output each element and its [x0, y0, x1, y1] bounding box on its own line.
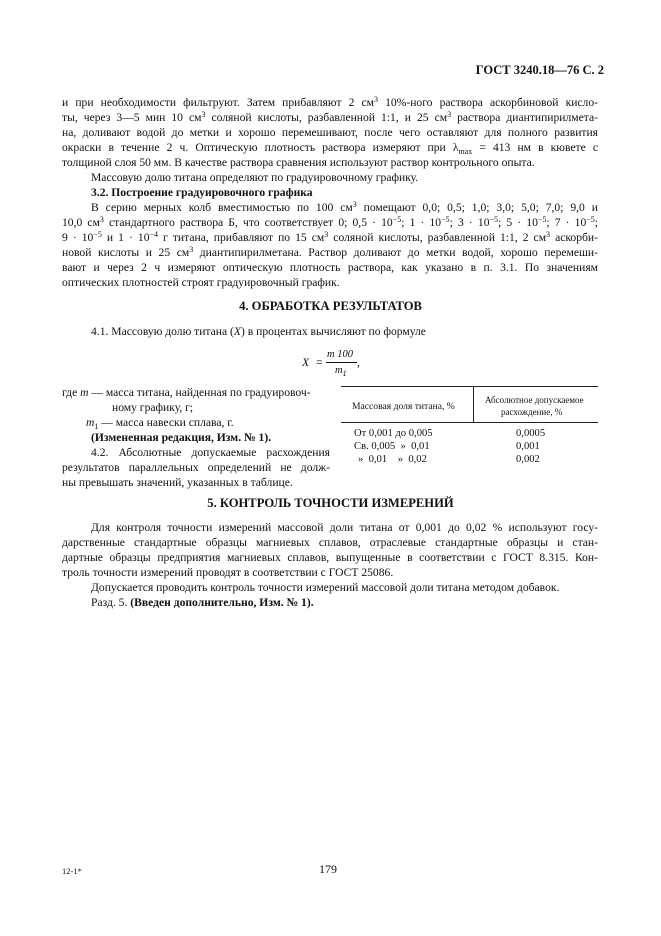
table-row-value: 0,002	[516, 454, 540, 465]
section-5-note	[91, 596, 314, 609]
document-header: ГОСТ 3240.18—76 С. 2	[475, 63, 604, 77]
table-column-divider	[473, 386, 474, 422]
edition-note: (Измененная редакция, Изм. № 1).	[91, 431, 272, 444]
text-line: окраски в течение 2 ч. Оптическую плотность раствора измеряют при $\lambda_{max} = 413$ нм в кювете с	[62, 141, 598, 156]
text-line: вают и через 2 ч измеряют оптическую плотность раствора, как указано в п. 3.1. По значениям	[62, 261, 598, 274]
text-line: $m_1$ — масса навески сплава, г.	[86, 416, 234, 431]
fraction-bar	[326, 362, 357, 363]
table-row-value: 0,0005	[516, 428, 546, 439]
text-line: 4.2. Абсолютные допускаемые расхождения	[91, 446, 330, 459]
formula-tail: ,	[357, 356, 360, 369]
table-row-value: 0,001	[516, 441, 540, 452]
table-header-rule	[341, 422, 598, 423]
text-line: Для контроля точности измерений массовой доли титана от 0,001 до 0,02 % используют госу-	[91, 521, 598, 534]
text-line: ны превышать значений, указанных в таблице.	[62, 476, 293, 489]
text-line: ному графику, г;	[112, 401, 194, 414]
text-line: В серию мерных колб вместимостью по 100 $см^3$ помещают 0,0; 0,5; 1,0; 3,0; 5,0; 7,0; 9,0 и	[91, 200, 598, 214]
page-number: 179	[319, 862, 337, 876]
table-row-range: Св. 0,005 » 0,01	[354, 441, 430, 452]
formula-intro: 4.1. Массовую долю титана (X) в процентах вычисляют по формуле	[91, 325, 426, 338]
footer-signature: 12-1*	[62, 866, 82, 876]
note-bold: (Введен дополнительно, Изм. № 1).	[130, 596, 314, 609]
text-line: и при необходимости фильтруют. Затем прибавляют 2 $см^3$ 10%-ного раствора аскорбиновой кисло-	[62, 95, 598, 109]
table-row-range: » 0,01 » 0,02	[358, 454, 427, 465]
note-prefix: Разд. 5.	[91, 596, 131, 609]
text-line: ты, через 3—5 мин 10 $см^3$ соляной кислоты, разбавленной 1:1, и 25 $см^3$ раствора диантипирилмета-	[62, 110, 598, 124]
table-header-range: Массовая доля титана, %	[352, 401, 455, 412]
formula-numerator: m 100	[327, 349, 353, 360]
text-line: на, доливают водой до метки и хорошо перемешивают, после чего оставляют для полного развития	[62, 126, 598, 139]
table-row-range: От 0,001 до 0,005	[354, 428, 433, 439]
text-line: дарственные стандартные образцы магниевых сплавов, отраслевые стандартные образцы и стан-	[62, 536, 598, 549]
section-3-2-title: 3.2. Построение градуировочного графика	[91, 186, 313, 199]
text-line: где m — масса титана, найденная по градуировоч-	[62, 386, 311, 399]
text-line: Массовую долю титана определяют по градуировочному графику.	[91, 171, 419, 184]
text-line: 10,0 $см^3$ стандартного раствора Б, что соответствует 0; $0,5 \cdot 10^{-5}$; $1 \cdot 10^{-5}$; $3 \cdot 10^{-5}$; $5 \cdot 10^{-5}$; $7 \cdot 10^{-5}$;	[62, 215, 599, 229]
formula-denominator: $m_1$	[335, 365, 347, 378]
text-line: Допускается проводить контроль точности измерений массовой доли титана методом добавок.	[91, 581, 560, 594]
section-5-title: 5. КОНТРОЛЬ ТОЧНОСТИ ИЗМЕРЕНИЙ	[207, 496, 454, 510]
text-line: толщиной слоя 50 мм. В качестве раствора сравнения используют раствор контрольного опыта.	[62, 156, 535, 169]
formula-equals: =	[316, 356, 323, 369]
text-line: новой кислоты и 25 $см^3$ диантипирилметана. Раствор доливают до метки водой, хорошо перемеши-	[62, 245, 598, 259]
text-line: оптических плотностей строят градуировочный график.	[62, 276, 340, 289]
table-header-value: Абсолютное допускаемое	[485, 395, 584, 405]
text-line: результатов параллельных определений не долж-	[62, 461, 330, 474]
section-4-title: 4. ОБРАБОТКА РЕЗУЛЬТАТОВ	[239, 299, 422, 313]
text-line: $9 \cdot 10^{-5}$ и $1 \cdot 10^{-4}$ г титана, прибавляют по 15 $см^3$ соляной кислоты, разбавленной 1:1, 2 $см^3$ аскорби-	[62, 230, 598, 244]
text-line: дартные образцы предприятия магниевых сплавов, выпущенные в соответствии с ГОСТ 8.315. Кон-	[62, 551, 598, 564]
table-header-value-2: расхождение, %	[501, 407, 563, 417]
text-line: троль точности измерений проводят в соответствии с ГОСТ 25086.	[62, 566, 394, 579]
table-top-rule	[341, 386, 598, 387]
formula-lhs: X	[302, 356, 310, 369]
